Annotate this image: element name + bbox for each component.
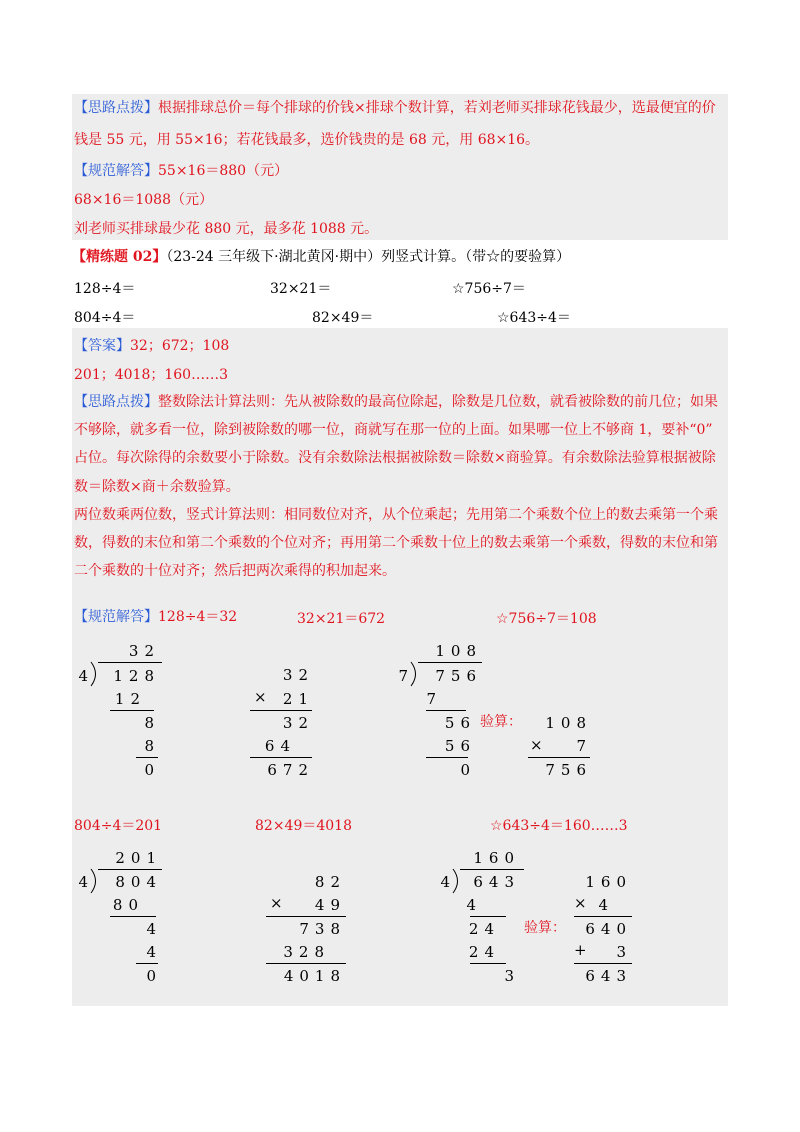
caption-2: 32×21＝672 [297,611,386,627]
question-item-5: 82×49＝ [312,310,374,326]
caption-5: 82×49＝4018 [255,818,352,834]
thinking-p2-line-2: 数，得数的末位和第二个乘数的个位对齐；再用第二个乘数十位上的数去乘第一个乘数，得数的末位和第 [74,535,718,552]
answer-values-1: 32；672；108 [130,338,230,354]
thinking-line-2: 钱是 55 元，用 55×16；若花钱最多，选价钱贵的是 68 元，用 68×16。 [74,132,540,148]
step-2: 56 [444,714,476,732]
answer-line-3: 刘老师买排球最少花 880 元，最多花 1088 元。 [74,221,379,237]
step-bar [470,963,506,964]
thinking-paragraph-1 [74,388,724,585]
solution-label: 【规范解答】 [74,609,158,625]
check-product: 640 [585,920,632,938]
partial-1: 32 [282,714,314,732]
factor-1: 82 [314,873,346,891]
quotient: 108 [435,642,482,660]
question-item-4: 804÷4＝ [74,310,136,326]
multiply-bar [266,916,346,917]
dividend: 128 [113,667,160,685]
step-bar [470,916,506,917]
step-bar [136,963,158,964]
thinking-p2-line-3: 二个乘数的十位对齐；然后把两次乘得的积加起来。 [74,563,396,580]
thinking-p1-line-1: 整数除法计算法则：先从被除数的最高位除起，除数是几位数，就看被除数的前几位；如果 [158,394,718,410]
step-bar [426,710,466,711]
check-bar [528,757,590,758]
check-times-sign: × [530,736,543,754]
factor-2: 49 [314,896,346,914]
division-bar [98,869,162,870]
check-times-sign: × [574,894,587,912]
standard-answer-text: 55×16＝880（元） [158,163,289,179]
question-item-2: 32×21＝ [270,281,332,297]
step-3: 8 [144,737,160,755]
caption-4: 804÷4＝201 [74,818,163,834]
check-product: 756 [545,761,592,779]
check-remainder: 3 [616,943,632,961]
times-sign: × [270,894,283,912]
answer-label: 【答案】 [74,338,130,354]
caption-6: ☆643÷4＝160……3 [490,818,628,834]
solution-line [74,607,237,627]
factor-1: 32 [282,666,314,684]
division-bar [460,869,524,870]
thinking-p1-line-2: 不够除，就多看一位，除到被除数的哪一位，商就写在那一位的上面。如果哪一位上不够商 1，要补“0” [74,422,713,439]
step-2: 24 [468,920,500,938]
thinking-p1-line-4: 数＝除数×商＋余数验算。 [74,478,240,495]
question-label: 【精练题 02】 [72,249,167,265]
remainder: 3 [504,967,520,985]
multiply-bar [250,710,312,711]
remainder: 0 [146,967,162,985]
division-bar [98,662,162,663]
check-result: 643 [585,967,632,985]
question-item-6: ☆643÷4＝ [497,310,571,326]
step-bar [426,757,468,758]
thinking-label: 【思路点拨】 [74,100,158,116]
check-factor-1: 108 [545,714,592,732]
thinking-text: 根据排球总价＝每个排球的价钱×排球个数计算，若刘老师买排球花钱最少，选最便宜的价 [158,100,716,116]
thinking-p2-line-1: 两位数乘两位数，竖式计算法则：相同数位对齐，从个位乘起；先用第二个乘数个位上的数去乘第一个乘 [74,506,718,523]
step-1: 4 [466,896,482,914]
question-line [72,247,570,267]
check-factor-2: 7 [576,737,592,755]
answer-line-2: 68×16＝1088（元） [74,192,213,208]
question-item-1: 128÷4＝ [74,281,136,297]
partial-2: 328 [283,943,330,961]
caption-1: 128÷4＝32 [158,609,238,625]
caption-3: ☆756÷7＝108 [496,611,597,627]
partial-2: 64 [264,737,296,755]
partial-1: 738 [299,920,346,938]
step-1: 7 [426,690,442,708]
answer-values-2: 201；4018；160……3 [74,367,228,383]
quotient: 160 [473,849,520,867]
dividend: 756 [435,667,482,685]
question-text: （23-24 三年级下·湖北黄冈·期中）列竖式计算。（带☆的要验算） [166,249,571,265]
check-label: 验算： [524,920,566,936]
check-plus-sign: + [574,941,587,959]
result-bar [266,963,346,964]
step-bar [136,757,158,758]
quotient: 32 [128,642,160,660]
divisor: 7 [398,667,414,685]
check-result-bar [574,963,632,964]
times-sign: × [254,688,267,706]
product: 4018 [283,967,346,985]
remainder: 0 [460,761,476,779]
step-3: 24 [468,943,500,961]
step-3: 4 [146,943,162,961]
divisor: 4 [78,667,94,685]
step-bar [110,916,156,917]
step-1: 80 [112,896,144,914]
step-1: 12 [114,690,146,708]
thinking-label-2: 【思路点拨】 [74,394,158,410]
step-2: 4 [146,920,162,938]
check-factor-1: 160 [585,873,632,891]
thinking-p1-line-3: 占位。每次除得的余数要小于除数。没有余数除法根据被除数＝除数×商验算。有余数除法验算根据被除 [74,450,716,467]
division-bar [418,662,482,663]
check-label: 验算： [480,714,522,730]
thinking-line-1 [74,98,716,118]
answer-line [74,336,229,356]
step-bar [110,710,154,711]
result-bar [250,757,312,758]
divisor: 4 [440,873,456,891]
factor-2: 21 [282,690,314,708]
remainder: 0 [144,761,160,779]
check-bar [574,916,632,917]
step-2: 8 [144,714,160,732]
dividend: 643 [473,873,520,891]
standard-answer-label: 【规范解答】 [74,163,158,179]
step-3: 56 [444,737,476,755]
divisor: 4 [78,873,94,891]
product: 672 [267,761,314,779]
dividend: 804 [115,873,162,891]
quotient: 201 [115,849,162,867]
question-item-3: ☆756÷7＝ [452,281,526,297]
standard-answer-line [74,161,288,181]
check-factor-2: 4 [598,896,614,914]
